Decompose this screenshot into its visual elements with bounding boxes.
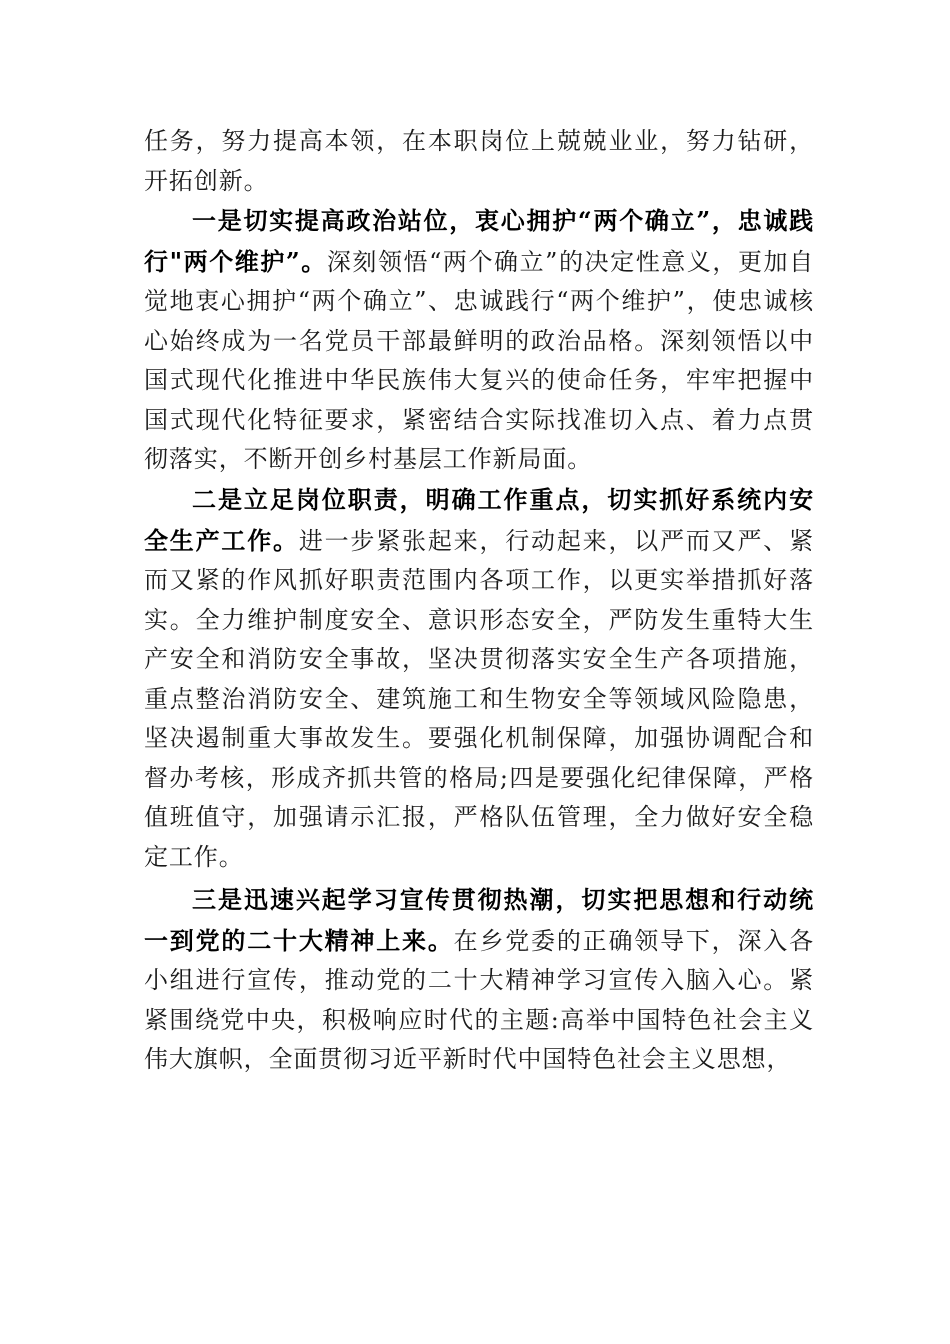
paragraph-text	[144, 122, 814, 201]
paragraph-safety-production	[144, 480, 814, 877]
paragraph-body: 进一步紧张起来，行动起来，以严而又严、紧而又紧的作风抓好职责范围内各项工作，以更实举措抓好落实。全力维护制度安全、意识形态安全，严防发生重特大生产安全和消防安全事故，坚决贯彻落实安全生产各项措施， 重点整治消防安全、建筑施工和生物安全等领域风险隐患， 坚决遏制重大事故发生。要强化机制保障，加强协调配合和督办考核，形成齐抓共管的格局;四是要强化纪律保障，严格值班值守，加强请示汇报，严格队伍管理，全力做好安全稳定工作。	[144, 526, 814, 871]
paragraph-lead-heading: 二是立足岗位职责，明确工作重点，切实抓好系统内安全生产工作。	[144, 485, 814, 555]
paragraph-lead-heading: 三是迅速兴起学习宣传贯彻热潮，切实把思想和行动统一到党的二十大精神上来。	[144, 885, 814, 955]
paragraph-text	[144, 201, 814, 480]
paragraph-body: 在乡党委的正确领导下，深入各小组进行宣传，推动党的二十大精神学习宣传入脑入心。紧紧围绕党中央，积极响应时代的主题:高举中国特色社会主义伟大旗帜，全面贯彻习近平新时代中国特色社会主义思想，	[144, 926, 814, 1073]
paragraph-political-stance	[144, 201, 814, 480]
paragraph-continuation	[144, 122, 814, 201]
paragraph-body: 深刻领悟“两个确立”的决定性意义，更加自觉地衷心拥护“两个确立”、忠诚践行“两个维护”，使忠诚核心始终成为一名党员干部最鲜明的政治品格。深刻领悟以中国式现代化推进中华民族伟大复兴的使命任务，牢牢把握中国式现代化特征要求，紧密结合实际找准切入点、着力点贯彻落实，不断开创乡村基层工作新局面。	[144, 247, 814, 473]
paragraph-text	[144, 880, 814, 1080]
paragraph-study-promotion	[144, 880, 814, 1080]
paragraph-lead-heading: 一是切实提高政治站位，衷心拥护“两个确立”，忠诚践行"两个维护”。	[144, 206, 814, 276]
paragraph-body: 任务，努力提高本领，在本职岗位上兢兢业业，努力钻研， 开拓创新。	[144, 127, 814, 195]
paragraph-text	[144, 480, 814, 877]
